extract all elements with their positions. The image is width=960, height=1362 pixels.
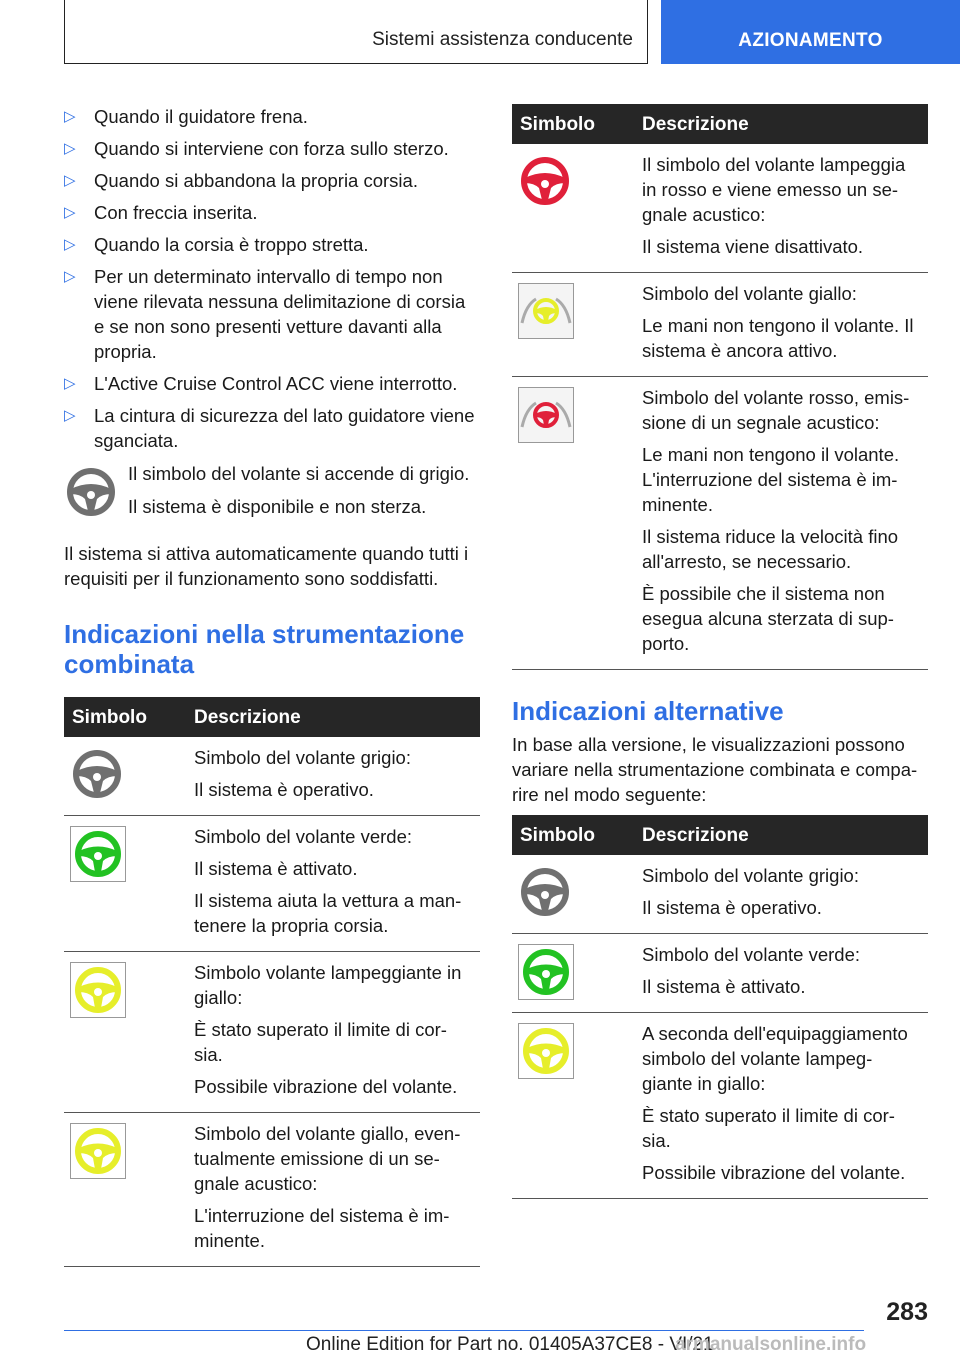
left-column: [64, 104, 480, 1267]
list-item: ▷ Per un determinato intervallo di tempo non viene rilevata nessuna delimitazione di corsia e se non sono presenti vetture davanti alla propria.: [64, 266, 466, 362]
table-row: Simbolo del volante giallo: Le mani non tengono il volante. Il sistema è ancora attivo.: [512, 273, 928, 377]
triangle-bullet-icon: ▷: [64, 108, 76, 125]
triangle-bullet-icon: ▷: [64, 268, 76, 285]
yellow-steering-wheel-icon: [518, 1023, 574, 1079]
section-title: Sistemi assistenza conducente: [372, 29, 633, 50]
list-item: ▷ Quando la corsia è troppo stretta.: [64, 234, 369, 255]
edition-text: Online Edition for Part no. 01405A37CE8 - VI/21: [306, 1334, 714, 1355]
note-line: Il simbolo del volante si accende di grigio.: [128, 463, 470, 484]
list-item: ▷ L'Active Cruise Control ACC viene interrotto.: [64, 373, 458, 394]
triangle-bullet-icon: ▷: [64, 236, 76, 253]
yellow-steering-wheel-icon: [70, 962, 126, 1018]
table-row: Simbolo del volante rosso, emis-sione di un segnale acustico: Le mani non tengono il volante. L'interruzione del sistema è im-minente. Il sistema riduce la velocità fino all'arresto, se necessario. È possibile che il sistema non esegua alcuna sterzata di sup-porto.: [512, 377, 928, 670]
alternative-indicator-table: [512, 815, 928, 1199]
right-column: [512, 104, 928, 1199]
triangle-bullet-icon: ▷: [64, 140, 76, 157]
column-header-symbol: Simbolo: [512, 815, 642, 855]
list-item: ▷ Con freccia inserita.: [64, 202, 258, 223]
hands-off-yellow-wheel-icon: [518, 283, 574, 339]
gray-steering-wheel-icon: [518, 865, 572, 919]
section-heading: Indicazioni alternative: [512, 696, 784, 726]
list-item: ▷ Quando il guidatore frena.: [64, 106, 308, 127]
yellow-steering-wheel-icon: [70, 1123, 126, 1179]
header-section-title: [64, 0, 648, 64]
chapter-title: AZIONAMENTO: [738, 30, 883, 51]
column-header-symbol: Simbolo: [64, 697, 194, 737]
green-steering-wheel-icon: [518, 944, 574, 1000]
column-header-description: Descrizione: [642, 815, 928, 855]
indicator-table: [64, 697, 480, 1267]
header-chapter-tab: [661, 0, 960, 64]
triangle-bullet-icon: ▷: [64, 407, 76, 424]
indicator-table-continued: [512, 104, 928, 670]
list-item: ▷ Quando si abbandona la propria corsia.: [64, 170, 418, 191]
triangle-bullet-icon: ▷: [64, 375, 76, 392]
table-row: Simbolo del volante verde: Il sistema è attivato.: [512, 934, 928, 1013]
auto-activation-text: Il sistema si attiva automaticamente quando tutti i requisiti per il funzionamento sono soddisfatti.: [64, 543, 469, 589]
green-steering-wheel-icon: [70, 826, 126, 882]
triangle-bullet-icon: ▷: [64, 172, 76, 189]
hands-off-red-wheel-icon: [518, 387, 574, 443]
table-row: Simbolo del volante giallo, even-tualmente emissione di un se-gnale acustico: L'interruzione del sistema è im-minente.: [64, 1113, 480, 1267]
footer-divider: [64, 1330, 864, 1331]
column-header-description: Descrizione: [642, 104, 928, 144]
table-row: Simbolo volante lampeggiante in giallo: È stato superato il limite di cor-sia. Possibile vibrazione del volante.: [64, 952, 480, 1113]
list-item: ▷ La cintura di sicurezza del lato guidatore viene sganciata.: [64, 405, 475, 451]
table-row: Il simbolo del volante lampeggia in rosso e viene emesso un se-gnale acustico: Il sistema viene disattivato.: [512, 144, 928, 273]
deactivation-list: [64, 104, 480, 453]
section-heading: Indicazioni nella strumentazione combinata: [64, 619, 465, 679]
note-line: Il sistema è disponibile e non sterza.: [128, 496, 427, 517]
red-steering-wheel-icon: [518, 154, 572, 208]
gray-steering-wheel-icon: [64, 465, 118, 519]
column-header-description: Descrizione: [194, 697, 480, 737]
table-row: Simbolo del volante verde: Il sistema è attivato. Il sistema aiuta la vettura a man-tenere la propria corsia.: [64, 816, 480, 952]
gray-wheel-note: [64, 461, 480, 527]
triangle-bullet-icon: ▷: [64, 204, 76, 221]
alternative-intro-text: In base alla versione, le visualizzazioni possono variare nella strumentazione combinata e compa-rire nel modo seguente:: [512, 734, 918, 805]
table-row: Simbolo del volante grigio: Il sistema è operativo.: [64, 737, 480, 816]
list-item: ▷ Quando si interviene con forza sullo sterzo.: [64, 138, 449, 159]
table-row: Simbolo del volante grigio: Il sistema è operativo.: [512, 855, 928, 934]
page-number: 283: [886, 1298, 928, 1326]
column-header-symbol: Simbolo: [512, 104, 642, 144]
watermark-site: armanualsonline.info: [675, 1334, 867, 1355]
table-row: A seconda dell'equipaggiamento simbolo del volante lampeg-giante in giallo: È stato superato il limite di cor-sia. Possibile vibrazione del volante.: [512, 1013, 928, 1199]
gray-steering-wheel-icon: [70, 747, 124, 801]
